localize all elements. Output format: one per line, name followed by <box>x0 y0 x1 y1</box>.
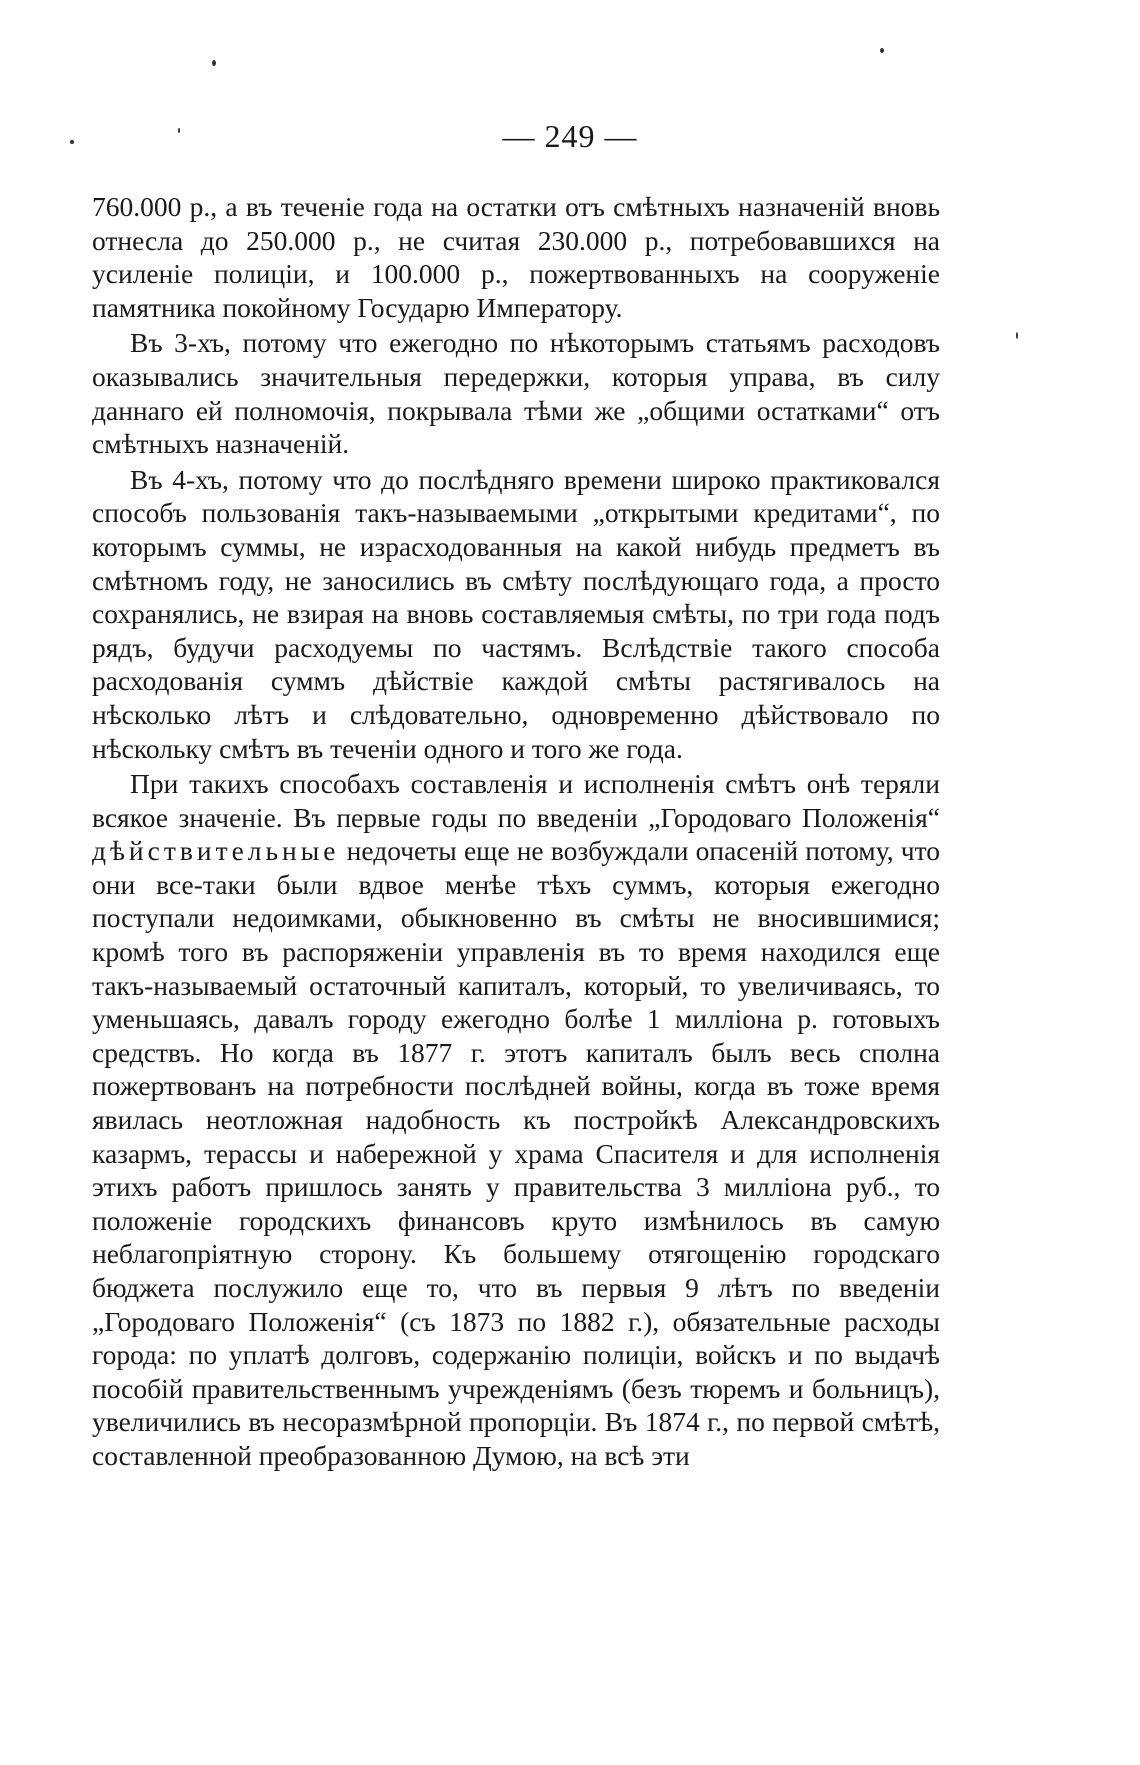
paragraph-4-rest: недочеты еще не возбуждали опасеній потому, что они все-таки были вдвое менѣе тѣхъ суммъ, которыя ежегодно поступали недоимками, обыкновенно въ смѣты не вносившимися; кромѣ того въ распоряженіи управленія въ то время находился еще такъ-называемый остаточный капиталъ, который, то увеличиваясь, то уменьшаясь, давалъ городу ежегодно болѣе 1 милліона р. готовыхъ средствъ. Но когда въ 1877 г. этотъ капиталъ былъ весь сполна пожертвованъ на потребности послѣдней войны, когда въ тоже время явилась неотложная надобность къ постройкѣ Александровскихъ казармъ, терассы и набережной у храма Спасителя и для исполненія этихъ работъ пришлось занять у правительства 3 милліона руб., то положеніе городскихъ финансовъ круто измѣнилось въ самую неблагопріятную сторону. Къ большему отягощенію городскаго бюджета послужило еще то, что въ первыя 9 лѣтъ по введеніи „Городоваго Положенія“ (съ 1873 по 1882 г.), обязательные расходы города: по уплатѣ долговъ, содержанію полиціи, войскъ и по выдачѣ пособій правительственнымъ учрежденіямъ (безъ тюремъ и больницъ), увеличились въ несоразмѣрной пропорціи. Въ 1874 г., по первой смѣтѣ, составленной преобразованною Думою, на всѣ эти <box>92 835 940 1471</box>
paragraph-4-start: При такихъ способахъ составленія и исполненія смѣтъ онѣ теряли всякое значеніе. Въ первые годы по введеніи „Городоваго Положенія“ <box>92 768 940 833</box>
paragraph-1: 760.000 р., а въ теченіе года на остатки отъ смѣтныхъ назначеній вновь отнесла до 250.000 р., не считая 230.000 р., потребовавшихся на усиленіе полиціи, и 100.000 р., пожертвованныхъ на сооруженіе памятника покойному Государю Императору. <box>92 191 940 323</box>
ink-speck <box>1016 332 1018 339</box>
ink-speck <box>880 48 884 53</box>
paragraph-4 <box>92 767 940 1472</box>
body-text <box>92 190 940 1473</box>
paragraph-2: Въ 3-хъ, потому что ежегодно по нѣкоторымъ статьямъ расходовъ оказывались значительныя передержки, которыя управа, въ силу даннаго ей полномочія, покрывала тѣми же „общими остатками“ отъ смѣтныхъ назначеній. <box>92 327 940 460</box>
emphasized-word: дѣйствительные <box>92 835 340 867</box>
paragraph-3: Въ 4-хъ, потому что до послѣдняго времени широко практиковался способъ пользованія такъ-называемыми „открытыми кредитами“, по которымъ суммы, не израсходованныя на какой нибудь предметъ въ смѣтномъ году, не заносились въ смѣту послѣдующаго года, а просто сохранялись, не взирая на вновь составляемыя смѣты, по три года подъ рядъ, будучи расходуемы по частямъ. Вслѣдствіе такого способа расходованія суммъ дѣйствіе каждой смѣты растягивалось на нѣсколько лѣтъ и слѣдовательно, одновременно дѣйствовало по нѣскольку смѣтъ въ теченіи одного и того же года. <box>92 463 940 764</box>
page-number: — 249 — <box>502 118 638 154</box>
ink-speck <box>212 60 216 66</box>
